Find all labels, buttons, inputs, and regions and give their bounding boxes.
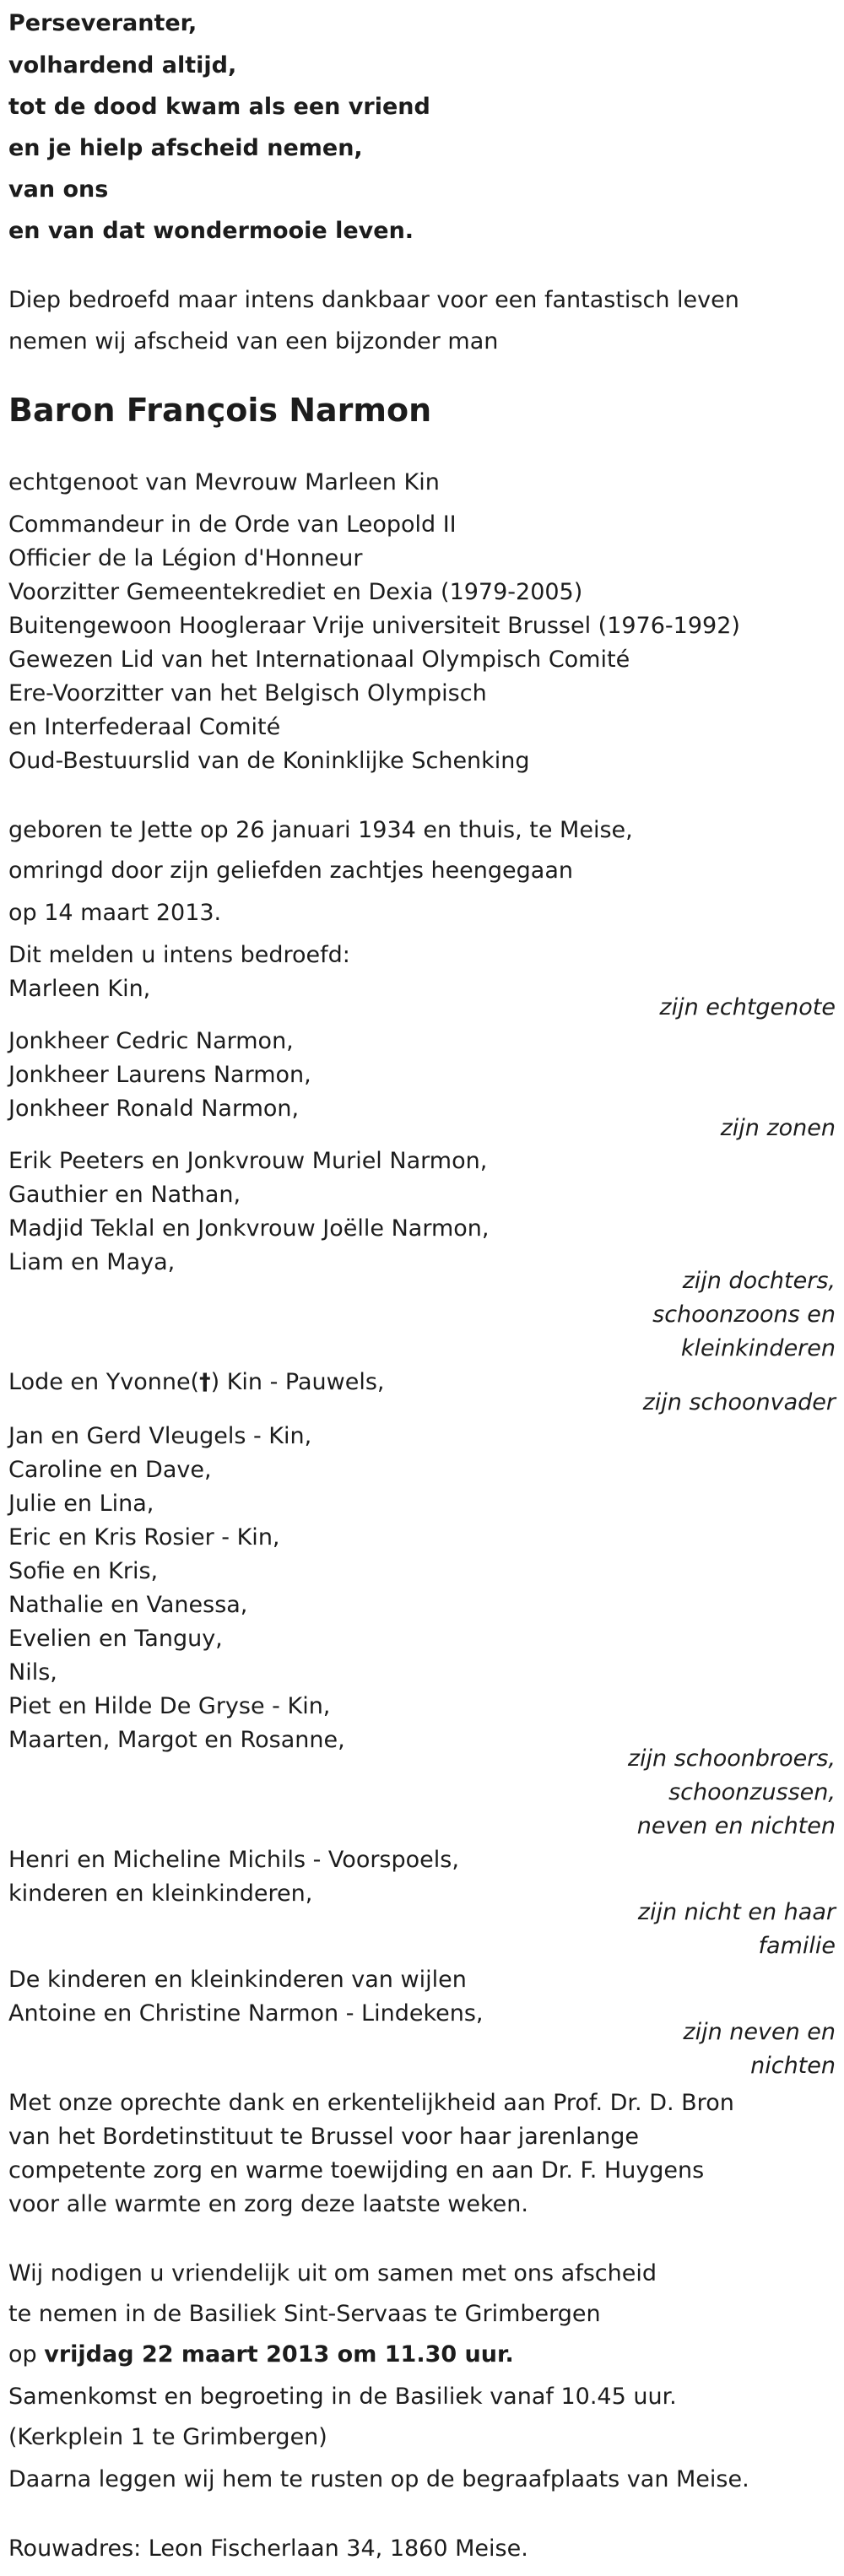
- family-name: kinderen en kleinkinderen,: [8, 1881, 313, 1907]
- poem-line: van ons: [8, 176, 109, 203]
- announce-line: Dit melden u intens bedroefd:: [8, 942, 350, 968]
- family-name: Henri en Micheline Michils - Voorspoels,: [8, 1847, 459, 1873]
- invite-line: te nemen in de Basiliek Sint-Servaas te Grimbergen: [8, 2301, 601, 2327]
- date-prefix: op: [8, 2341, 45, 2368]
- invite-line: Wij nodigen u vriendelijk uit om samen met ons afscheid: [8, 2260, 657, 2286]
- cross-icon: †: [199, 1369, 211, 1395]
- title-line: en Interfederaal Comité: [8, 714, 281, 740]
- address-line: Rouwadres: Leon Fischerlaan 34, 1860 Meise.: [8, 2535, 528, 2562]
- thanks-line: voor alle warmte en zorg deze laatste weken.: [8, 2191, 528, 2217]
- family-relation: zijn neven en: [683, 2019, 836, 2045]
- family-name: Nils,: [8, 1659, 57, 1686]
- family-relation: nichten: [750, 2053, 836, 2079]
- after-line: Daarna leggen wij hem te rusten op de begraafplaats van Meise.: [8, 2466, 749, 2492]
- family-relation: familie: [758, 1933, 836, 1959]
- family-name: Antoine en Christine Narmon - Lindekens,: [8, 2000, 484, 2027]
- thanks-line: competente zorg en warme toewijding en aan Dr. F. Huygens: [8, 2157, 705, 2184]
- title-line: Voorzitter Gemeentekrediet en Dexia (1979-2005): [8, 579, 583, 605]
- family-relation: zijn schoonvader: [642, 1389, 836, 1415]
- family-name: Evelien en Tanguy,: [8, 1626, 223, 1652]
- birth-line: omringd door zijn geliefden zachtjes heengegaan: [8, 858, 574, 884]
- thanks-line: Met onze oprechte dank en erkentelijkheid aan Prof. Dr. D. Bron: [8, 2090, 734, 2116]
- birth-line: op 14 maart 2013.: [8, 900, 222, 926]
- poem-line: Perseveranter,: [8, 10, 197, 36]
- ceremony-date: vrijdag 22 maart 2013 om 11.30 uur.: [44, 2341, 514, 2368]
- family-relation: zijn echtgenote: [659, 994, 836, 1020]
- title-line: Oud-Bestuurslid van de Koninklijke Schenking: [8, 748, 530, 774]
- after-line: (Kerkplein 1 te Grimbergen): [8, 2424, 327, 2450]
- poem-line: volhardend altijd,: [8, 52, 237, 78]
- family-name: Marleen Kin,: [8, 976, 151, 1002]
- family-relation: zijn zonen: [720, 1115, 836, 1141]
- intro-line: Diep bedroefd maar intens dankbaar voor een fantastisch leven: [8, 287, 739, 313]
- family-name: Jonkheer Ronald Narmon,: [8, 1096, 300, 1122]
- family-name: Jan en Gerd Vleugels - Kin,: [8, 1423, 312, 1449]
- title-line: Buitengewoon Hoogleraar Vrije universiteit Brussel (1976-1992): [8, 613, 740, 639]
- family-name-part: ) Kin - Pauwels,: [210, 1369, 385, 1395]
- birth-line: geboren te Jette op 26 januari 1934 en thuis, te Meise,: [8, 817, 633, 843]
- family-relation: neven en nichten: [636, 1813, 836, 1839]
- deceased-name: Baron François Narmon: [8, 392, 432, 429]
- family-name: [8, 1367, 385, 1398]
- thanks-line: van het Bordetinstituut te Brussel voor haar jarenlange: [8, 2124, 639, 2150]
- poem-line: tot de dood kwam als een vriend: [8, 94, 430, 120]
- after-line: Samenkomst en begroeting in de Basiliek vanaf 10.45 uur.: [8, 2384, 677, 2410]
- spouse-line: echtgenoot van Mevrouw Marleen Kin: [8, 469, 440, 495]
- date-line: [8, 2340, 514, 2370]
- family-name: De kinderen en kleinkinderen van wijlen: [8, 1967, 467, 1993]
- family-relation: zijn nicht en haar: [637, 1899, 836, 1925]
- family-name: Jonkheer Cedric Narmon,: [8, 1028, 294, 1054]
- family-name: Liam en Maya,: [8, 1249, 176, 1275]
- family-name: Maarten, Margot en Rosanne,: [8, 1727, 345, 1753]
- family-relation: schoonzussen,: [668, 1779, 836, 1805]
- family-relation: kleinkinderen: [680, 1335, 836, 1361]
- title-line: Gewezen Lid van het Internationaal Olympisch Comité: [8, 647, 630, 673]
- family-relation: schoonzoons en: [652, 1302, 836, 1328]
- family-name: Jonkheer Laurens Narmon,: [8, 1062, 311, 1088]
- family-name: Caroline en Dave,: [8, 1457, 212, 1483]
- family-relation: zijn dochters,: [682, 1268, 836, 1294]
- family-name: Gauthier en Nathan,: [8, 1182, 241, 1208]
- family-name: Madjid Teklal en Jonkvrouw Joëlle Narmon,: [8, 1215, 490, 1242]
- title-line: Ere-Voorzitter van het Belgisch Olympisch: [8, 680, 487, 706]
- family-name: Eric en Kris Rosier - Kin,: [8, 1524, 280, 1550]
- family-name: Julie en Lina,: [8, 1491, 154, 1517]
- family-name: Sofie en Kris,: [8, 1558, 159, 1584]
- family-name: Erik Peeters en Jonkvrouw Muriel Narmon,: [8, 1148, 488, 1174]
- title-line: Commandeur in de Orde van Leopold II: [8, 511, 457, 538]
- title-line: Officier de la Légion d'Honneur: [8, 545, 363, 571]
- family-name-part: Lode en Yvonne(: [8, 1369, 200, 1395]
- family-name: Piet en Hilde De Gryse - Kin,: [8, 1693, 331, 1719]
- family-name: Nathalie en Vanessa,: [8, 1592, 248, 1618]
- poem-line: en je hielp afscheid nemen,: [8, 135, 363, 161]
- family-relation: zijn schoonbroers,: [627, 1745, 836, 1772]
- poem-line: en van dat wondermooie leven.: [8, 218, 414, 244]
- intro-line: nemen wij afscheid van een bijzonder man: [8, 328, 499, 354]
